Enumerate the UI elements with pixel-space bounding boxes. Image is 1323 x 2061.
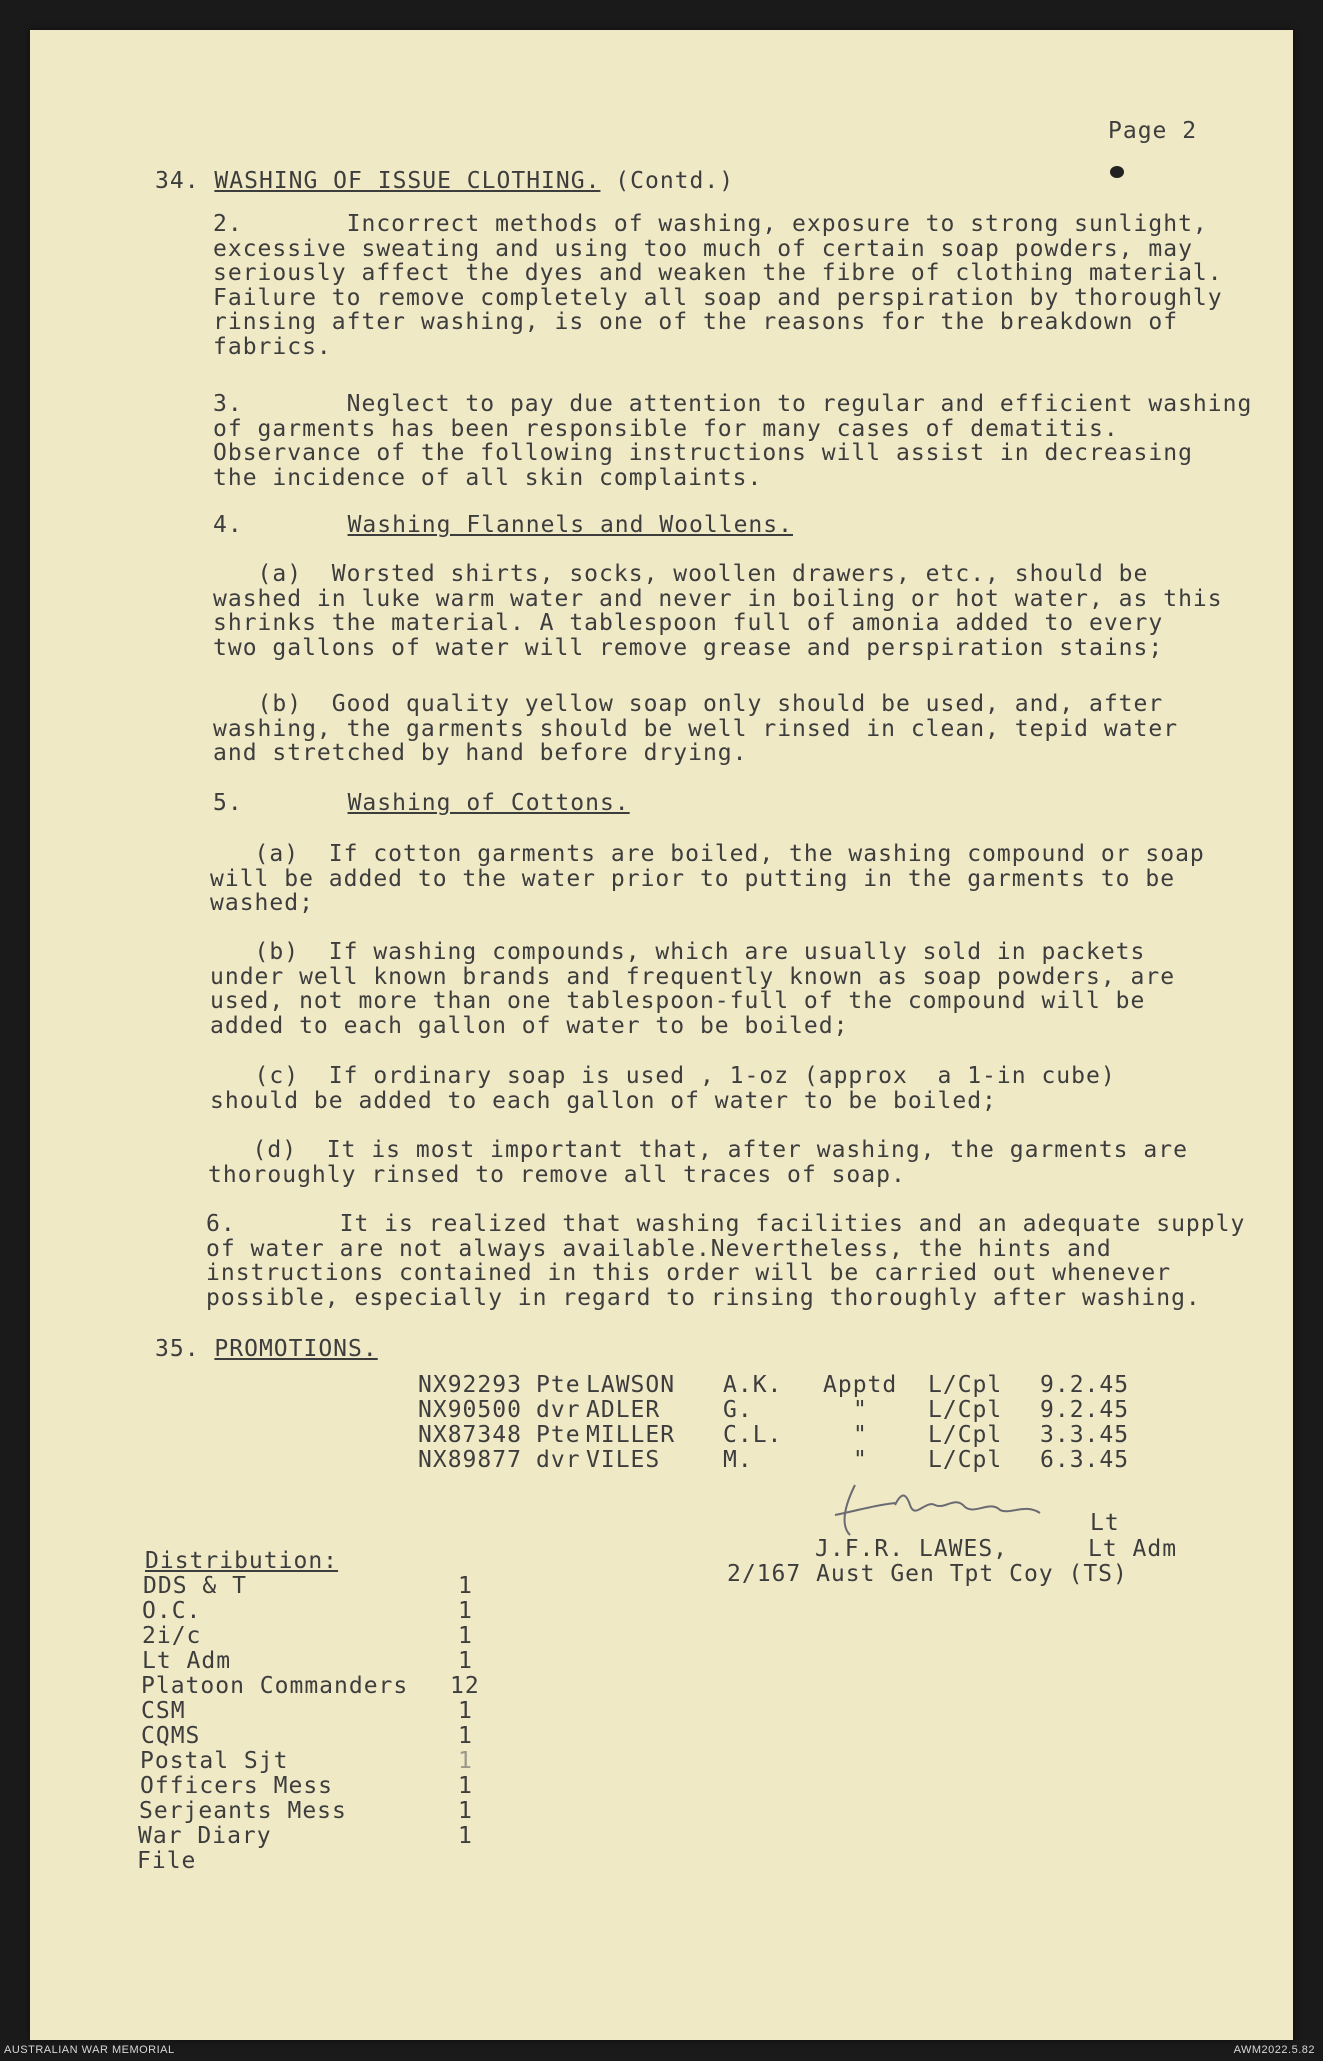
paragraph-2: 2. Incorrect methods of washing, exposure to strong sunlight, excessive sweating and using too much of certain soap powders, may seriously affect the dyes and weaken the fibre of clothing material. Failure to remove completely all soap and perspiration by thoroughly rinsing after washing, is one of the reasons for the breakdown of fabrics. xyxy=(213,211,1223,360)
surname: MILLER xyxy=(586,1422,676,1448)
list-item xyxy=(140,1748,288,1774)
appointment: L/Cpl xyxy=(928,1397,1003,1423)
list-qty: 1 xyxy=(458,1748,473,1774)
recipient: Officers Mess xyxy=(140,1773,334,1799)
appointment: L/Cpl xyxy=(928,1372,1003,1398)
section-number: 35. xyxy=(155,1336,200,1362)
signature-unit: 2/167 Aust Gen Tpt Coy (TS) xyxy=(727,1561,1128,1587)
list-qty: 1 xyxy=(458,1773,473,1799)
service-number: NX92293 xyxy=(418,1372,522,1398)
list-item xyxy=(142,1598,201,1624)
signature-name: J.F.R. LAWES, xyxy=(815,1536,1009,1562)
list-item xyxy=(143,1573,247,1599)
signature-role: Lt Adm xyxy=(1088,1536,1178,1562)
list-item xyxy=(142,1648,231,1674)
paragraph-title: Washing of Cottons. xyxy=(347,790,630,816)
date: 9.2.45 xyxy=(1040,1397,1130,1423)
recipient: O.C. xyxy=(142,1598,202,1624)
document-page xyxy=(30,30,1293,2040)
paragraph-4-heading xyxy=(213,512,793,538)
list-qty: 1 xyxy=(458,1623,473,1649)
recipient: 2i/c xyxy=(142,1623,202,1649)
list-qty: 1 xyxy=(458,1573,473,1599)
surname: VILES xyxy=(586,1447,661,1473)
section-title: PROMOTIONS. xyxy=(214,1336,378,1362)
page-label: Page xyxy=(1108,118,1168,144)
recipient: Platoon Commanders xyxy=(141,1673,409,1699)
ink-mark xyxy=(1110,166,1124,178)
service-number: NX89877 xyxy=(418,1447,522,1473)
recipient: CQMS xyxy=(141,1723,201,1749)
section-contd: (Contd.) xyxy=(615,168,735,194)
list-qty: 1 xyxy=(458,1648,473,1674)
list-qty: 1 xyxy=(458,1698,473,1724)
paragraph-5a: (a) If cotton garments are boiled, the washing compound or soap will be added to the water prior to putting in the garments to be washed; xyxy=(210,841,1205,916)
list-qty: 1 xyxy=(458,1798,473,1824)
initials: G. xyxy=(723,1397,753,1423)
initials: C.L. xyxy=(723,1422,783,1448)
list-item xyxy=(142,1623,201,1649)
list-item xyxy=(141,1698,186,1724)
handwritten-signature xyxy=(815,1475,1135,1545)
action: " xyxy=(853,1447,868,1473)
surname: ADLER xyxy=(586,1397,661,1423)
recipient: DDS & T xyxy=(143,1573,247,1599)
page-number-value: 2 xyxy=(1182,118,1198,144)
paragraph-5c: (c) If ordinary soap is used , 1-oz (approx a 1-in cube) should be added to each gallon of water to be boiled; xyxy=(210,1063,1116,1114)
surname: LAWSON xyxy=(586,1372,676,1398)
date: 9.2.45 xyxy=(1040,1372,1130,1398)
date: 3.3.45 xyxy=(1040,1422,1130,1448)
section-title: WASHING OF ISSUE CLOTHING. xyxy=(214,168,601,194)
list-qty: 1 xyxy=(458,1598,473,1624)
list-item xyxy=(140,1773,333,1799)
paragraph-5-heading xyxy=(213,790,630,816)
list-item xyxy=(141,1723,200,1749)
appointment: L/Cpl xyxy=(928,1447,1003,1473)
list-qty: 1 xyxy=(458,1823,473,1849)
paragraph-6: 6. It is realized that washing facilities and an adequate supply of water are not always available.Nevertheless, the hints and instructions contained in this order will be carried out whenever possible, especially in regard to rinsing thoroughly after washing. xyxy=(206,1211,1246,1311)
paragraph-number: 5. xyxy=(213,790,243,816)
recipient: Postal Sjt xyxy=(140,1748,289,1774)
action: " xyxy=(853,1397,868,1423)
date: 6.3.45 xyxy=(1040,1447,1130,1473)
list-qty: 1 xyxy=(458,1723,473,1749)
rank: Pte xyxy=(536,1372,581,1398)
recipient: File xyxy=(137,1848,197,1874)
page-number xyxy=(1108,118,1197,144)
list-item xyxy=(138,1823,272,1849)
paragraph-5d: (d) It is most important that, after washing, the garments are thoroughly rinsed to remove all traces of soap. xyxy=(208,1137,1188,1188)
list-item xyxy=(137,1848,196,1874)
rank: Pte xyxy=(536,1422,581,1448)
recipient: War Diary xyxy=(138,1823,272,1849)
signature-rank: Lt xyxy=(1090,1510,1120,1536)
paragraph-3: 3. Neglect to pay due attention to regular and efficient washing of garments has been responsible for many cases of dematitis. Observance of the following instructions will assist in decreasing the incidence of all skin complaints. xyxy=(213,391,1253,491)
section-35-heading xyxy=(155,1336,378,1362)
paragraph-4b: (b) Good quality yellow soap only should be used, and, after washing, the garments should be well rinsed in clean, tepid water and stretched by hand before drying. xyxy=(213,691,1179,766)
recipient: Lt Adm xyxy=(142,1648,232,1674)
recipient: Serjeants Mess xyxy=(139,1798,347,1824)
paragraph-4a: (a) Worsted shirts, socks, woollen drawers, etc., should be washed in luke warm water and never in boiling or hot water, as this shrinks the material. A tablespoon full of amonia added to every two gallons of water will remove grease and perspiration stains; xyxy=(213,561,1223,661)
appointment: L/Cpl xyxy=(928,1422,1003,1448)
section-34-heading xyxy=(155,168,734,194)
service-number: NX87348 xyxy=(418,1422,522,1448)
list-qty: 12 xyxy=(450,1673,480,1699)
distribution-title: Distribution: xyxy=(145,1548,339,1574)
list-item xyxy=(139,1798,347,1824)
paragraph-5b: (b) If washing compounds, which are usually sold in packets under well known brands and frequently known as soap powders, are used, not more than one tablespoon-full of the compound will be added to each gallon of water to be boiled; xyxy=(210,939,1176,1039)
rank: dvr xyxy=(536,1397,581,1423)
action: " xyxy=(853,1422,868,1448)
paragraph-title: Washing Flannels and Woollens. xyxy=(347,512,793,538)
initials: M. xyxy=(723,1447,753,1473)
footer-left: AUSTRALIAN WAR MEMORIAL xyxy=(4,2044,175,2056)
rank: dvr xyxy=(536,1447,581,1473)
action: Apptd xyxy=(823,1372,898,1398)
list-item xyxy=(141,1673,408,1699)
initials: A.K. xyxy=(723,1372,783,1398)
service-number: NX90500 xyxy=(418,1397,522,1423)
paragraph-number: 4. xyxy=(213,512,243,538)
section-number: 34. xyxy=(155,168,200,194)
footer-right: AWM2022.5.82 xyxy=(1233,2044,1315,2056)
recipient: CSM xyxy=(141,1698,186,1724)
